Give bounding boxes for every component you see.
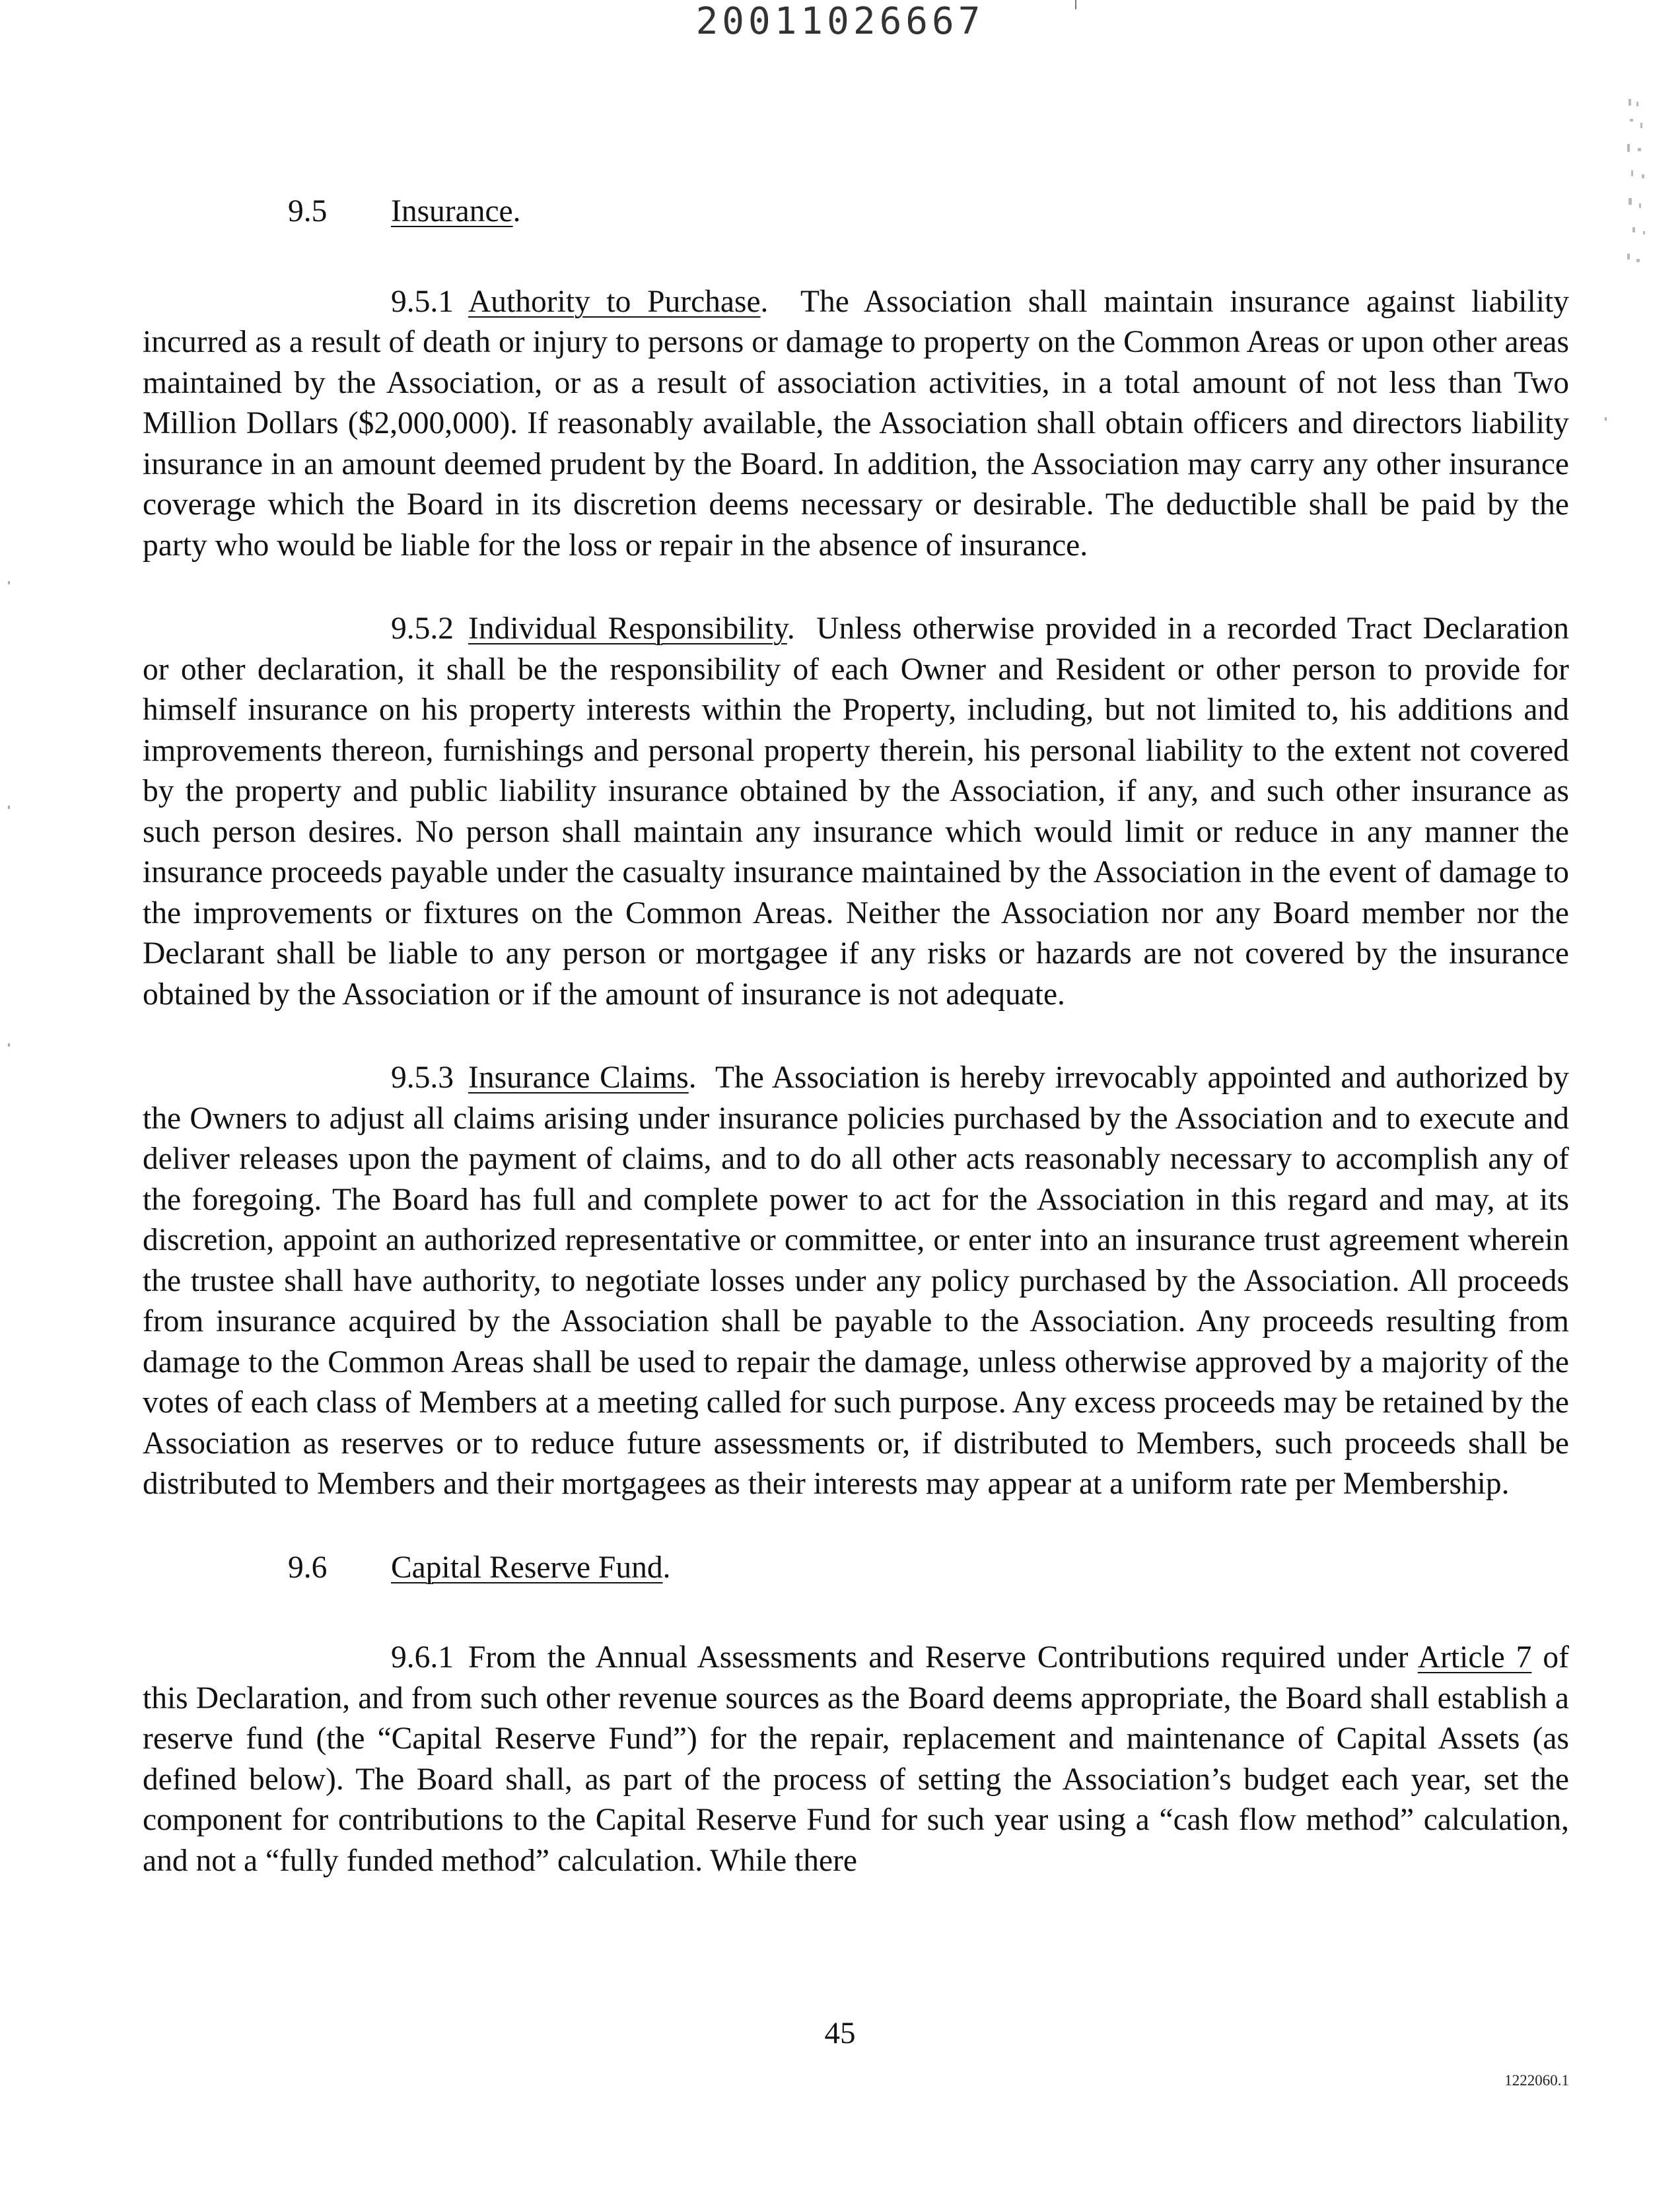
paragraph-9-6-1: [143, 1638, 1569, 1881]
page-number: 45: [824, 2016, 856, 2050]
paragraph-title-period: .: [760, 284, 769, 319]
paragraph-number: 9.5.1: [391, 284, 454, 319]
document-body: [143, 191, 1569, 1924]
recording-stamp-mark: [1623, 92, 1663, 291]
section-heading-9-5: [288, 191, 1569, 232]
paragraph-text: The Association shall maintain insurance against liability incurred as a result of death or injury to persons or damage to property on the Common Areas or upon other areas maintained by the Association, or as a result of association activities, in a total amount of not less than Two Million Dollars ($2,000,000). If reasonably available, the Association shall obtain officers and directors liability insurance in an amount deemed prudent by the Board. In addition, the Association may carry any other insurance coverage which the Board in its discretion deems necessary or desirable. The deductible shall be paid by the party who would be liable for the loss or repair in the absence of insurance.: [143, 284, 1569, 563]
scan-mark: [1605, 417, 1607, 421]
section-title-period: .: [662, 1550, 671, 1585]
paragraph-text: The Association is hereby irrevocably appointed and authorized by the Owners to adjust all claims arising under insurance policies purchased by the Association and to execute and deliver releases upon the payment of claims, and to do all other acts reasonably necessary to accomplish any of the foregoing. The Board has full and complete power to act for the Association in this regard and may, at its discretion, appoint an authorized representative or committee, or enter into an insurance trust agreement wherein the trustee shall have authority, to negotiate losses under any policy purchased by the Association. All proceeds from insurance acquired by the Association shall be payable to the Association. Any proceeds resulting from damage to the Common Areas shall be used to repair the damage, unless otherwise approved by a majority of the votes of each class of Members at a meeting called for such purpose. Any excess proceeds may be retained by the Association as reserves or to reduce future assessments or, if distributed to Members, such proceeds shall be distributed to Members and their mortgagees as their interests may appear at a uniform rate per Membership.: [143, 1060, 1569, 1501]
paragraph-title: Insurance Claims: [468, 1060, 689, 1095]
scan-mark: [8, 581, 10, 584]
paragraph-text-before: From the Annual Assessments and Reserve Contributions required under: [468, 1640, 1409, 1675]
paragraph-9-5-2: [143, 609, 1569, 1015]
document-code: 1222060.1: [1504, 2072, 1569, 2089]
paragraph-number: 9.6.1: [391, 1640, 454, 1675]
scan-mark: [8, 1043, 10, 1047]
paragraph-9-5-3: [143, 1058, 1569, 1505]
paragraph-9-5-1: [143, 282, 1569, 567]
section-heading-9-6: [288, 1548, 1569, 1589]
paragraph-text-after: of this Declaration, and from such other revenue sources as the Board deems appropriate, the Board shall establish a reserve fund (the “Capital Reserve Fund”) for the repair, replacement and maintenance of Capital Assets (as defined below). The Board shall, as part of the process of setting the Association’s budget each year, set the component for contributions to the Capital Reserve Fund for such year using a “cash flow method” calculation, and not a “fully funded method” calculation. While there: [143, 1640, 1569, 1878]
paragraph-title: Individual Responsibility: [468, 611, 787, 646]
section-title: Capital Reserve Fund: [391, 1550, 663, 1585]
paragraph-title-period: .: [787, 611, 795, 646]
scan-mark: [8, 806, 10, 809]
section-title: Insurance: [391, 194, 513, 228]
section-number: 9.5: [288, 194, 328, 228]
paragraph-number: 9.5.2: [391, 611, 454, 646]
paragraph-title: Authority to Purchase: [468, 284, 761, 319]
top-tick: [1075, 0, 1076, 9]
margin-stamp: [1623, 92, 1663, 291]
section-number: 9.6: [288, 1550, 328, 1585]
article-reference: Article 7: [1417, 1640, 1532, 1675]
paragraph-text: Unless otherwise provided in a recorded Tract Declaration or other declaration, it shall be the responsibility of each Owner and Resident or other person to provide for himself insurance on his property interests within the Property, including, but not limited to, his additions and improvements thereon, furnishings and personal property therein, his personal liability to the extent not covered by the property and public liability insurance obtained by the Association, if any, and such other insurance as such person desires. No person shall maintain any insurance which would limit or reduce in any manner the insurance proceeds payable under the casualty insurance maintained by the Association in the event of damage to the improvements or fixtures on the Common Areas. Neither the Association nor any Board member nor the Declarant shall be liable to any person or mortgagee if any risks or hazards are not covered by the insurance obtained by the Association or if the amount of insurance is not adequate.: [143, 611, 1569, 1012]
paragraph-number: 9.5.3: [391, 1060, 454, 1095]
paragraph-title-period: .: [688, 1060, 697, 1095]
document-number: 20011026667: [695, 0, 985, 43]
section-title-period: .: [512, 194, 521, 228]
